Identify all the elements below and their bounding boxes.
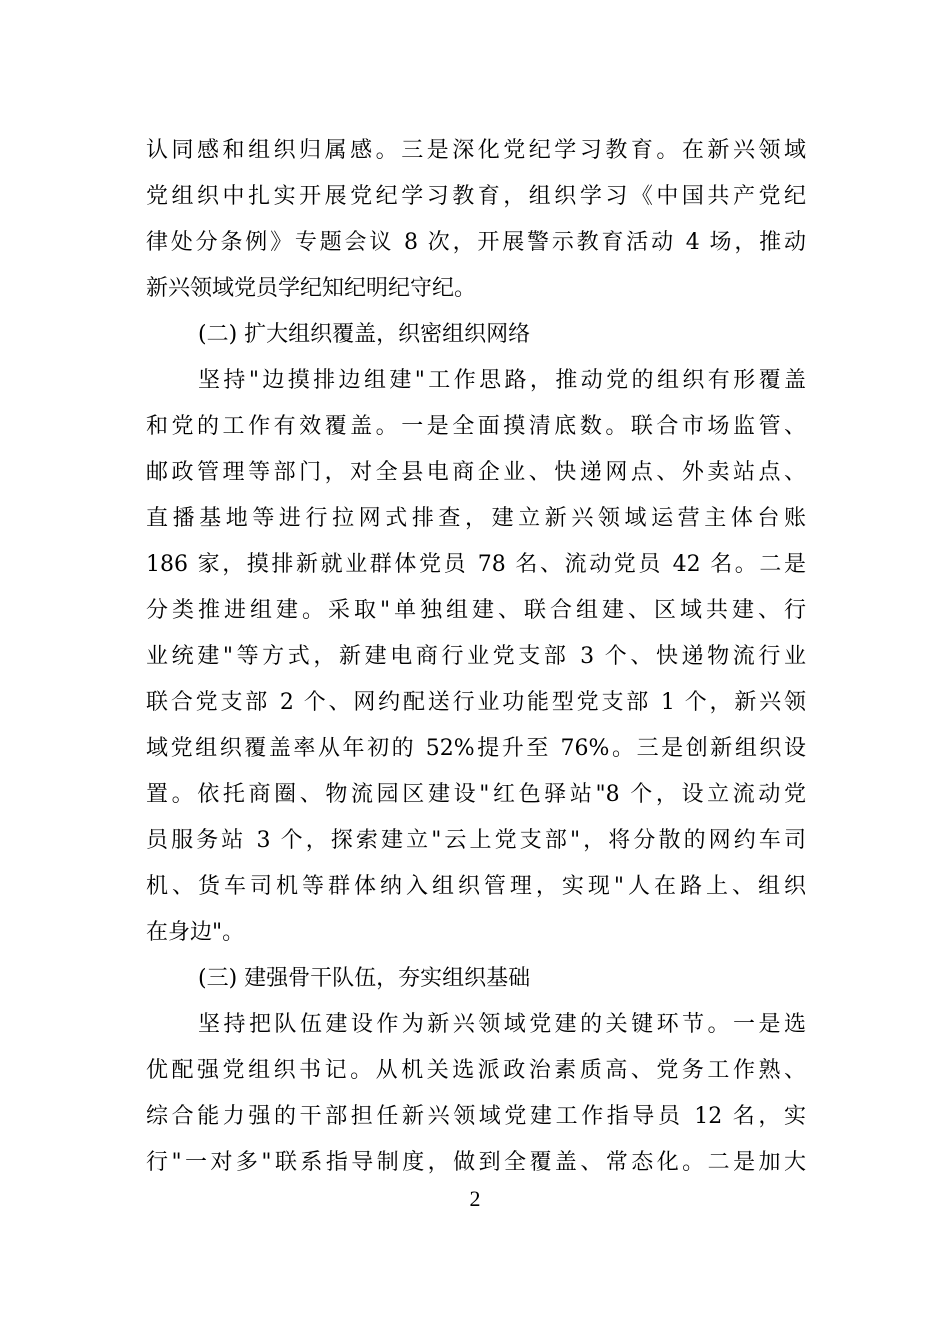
paragraph-2-line: 机、货车司机等群体纳入组织管理，实现"人在路上、组织 xyxy=(146,874,806,899)
paragraph-2-line: 和党的工作有效覆盖。一是全面摸清底数。联合市场监管、 xyxy=(146,414,806,439)
paragraph-3 xyxy=(146,1002,806,1186)
paragraph-2-line: 186 家，摸排新就业群体党员 78 名、流动党员 42 名。二是 xyxy=(146,552,806,577)
paragraph-1-line: 认同感和组织归属感。三是深化党纪学习教育。在新兴领域 xyxy=(146,138,806,163)
paragraph-3-line: 行"一对多"联系指导制度，做到全覆盖、常态化。二是加大 xyxy=(146,1150,806,1175)
paragraph-2-line: 分类推进组建。采取"单独组建、联合组建、区域共建、行 xyxy=(146,598,806,623)
paragraph-2-line: 业统建"等方式，新建电商行业党支部 3 个、快递物流行业 xyxy=(146,644,806,669)
paragraph-1-line: 新兴领域党员学纪知纪明纪守纪。 xyxy=(146,276,477,301)
section-heading-2: (二) 扩大组织覆盖，织密组织网络 xyxy=(198,322,531,347)
document-body xyxy=(146,128,806,1186)
paragraph-3-line: 综合能力强的干部担任新兴领域党建工作指导员 12 名，实 xyxy=(146,1104,806,1129)
paragraph-1 xyxy=(146,128,806,312)
paragraph-1-line: 党组织中扎实开展党纪学习教育，组织学习《中国共产党纪 xyxy=(146,184,806,209)
paragraph-2-line: 员服务站 3 个，探索建立"云上党支部"，将分散的网约车司 xyxy=(146,828,806,853)
paragraph-2 xyxy=(146,358,806,956)
paragraph-3-line: 坚持把队伍建设作为新兴领域党建的关键环节。一是选 xyxy=(198,1012,806,1037)
paragraph-1-line: 律处分条例》专题会议 8 次，开展警示教育活动 4 场，推动 xyxy=(146,230,806,255)
section-heading-3: (三) 建强骨干队伍，夯实组织基础 xyxy=(198,966,531,991)
paragraph-2-line: 直播基地等进行拉网式排查，建立新兴领域运营主体台账 xyxy=(146,506,806,531)
paragraph-2-line: 域党组织覆盖率从年初的 52%提升至 76%。三是创新组织设 xyxy=(146,736,806,761)
paragraph-2-line: 坚持"边摸排边组建"工作思路，推动党的组织有形覆盖 xyxy=(198,368,806,393)
paragraph-2-line: 邮政管理等部门，对全县电商企业、快递网点、外卖站点、 xyxy=(146,460,806,485)
paragraph-2-line: 联合党支部 2 个、网约配送行业功能型党支部 1 个，新兴领 xyxy=(146,690,806,715)
page-number: 2 xyxy=(469,1186,481,1211)
paragraph-2-line: 在身边"。 xyxy=(146,920,245,945)
paragraph-3-line: 优配强党组织书记。从机关选派政治素质高、党务工作熟、 xyxy=(146,1058,806,1083)
paragraph-2-line: 置。依托商圈、物流园区建设"红色驿站"8 个，设立流动党 xyxy=(146,782,806,807)
